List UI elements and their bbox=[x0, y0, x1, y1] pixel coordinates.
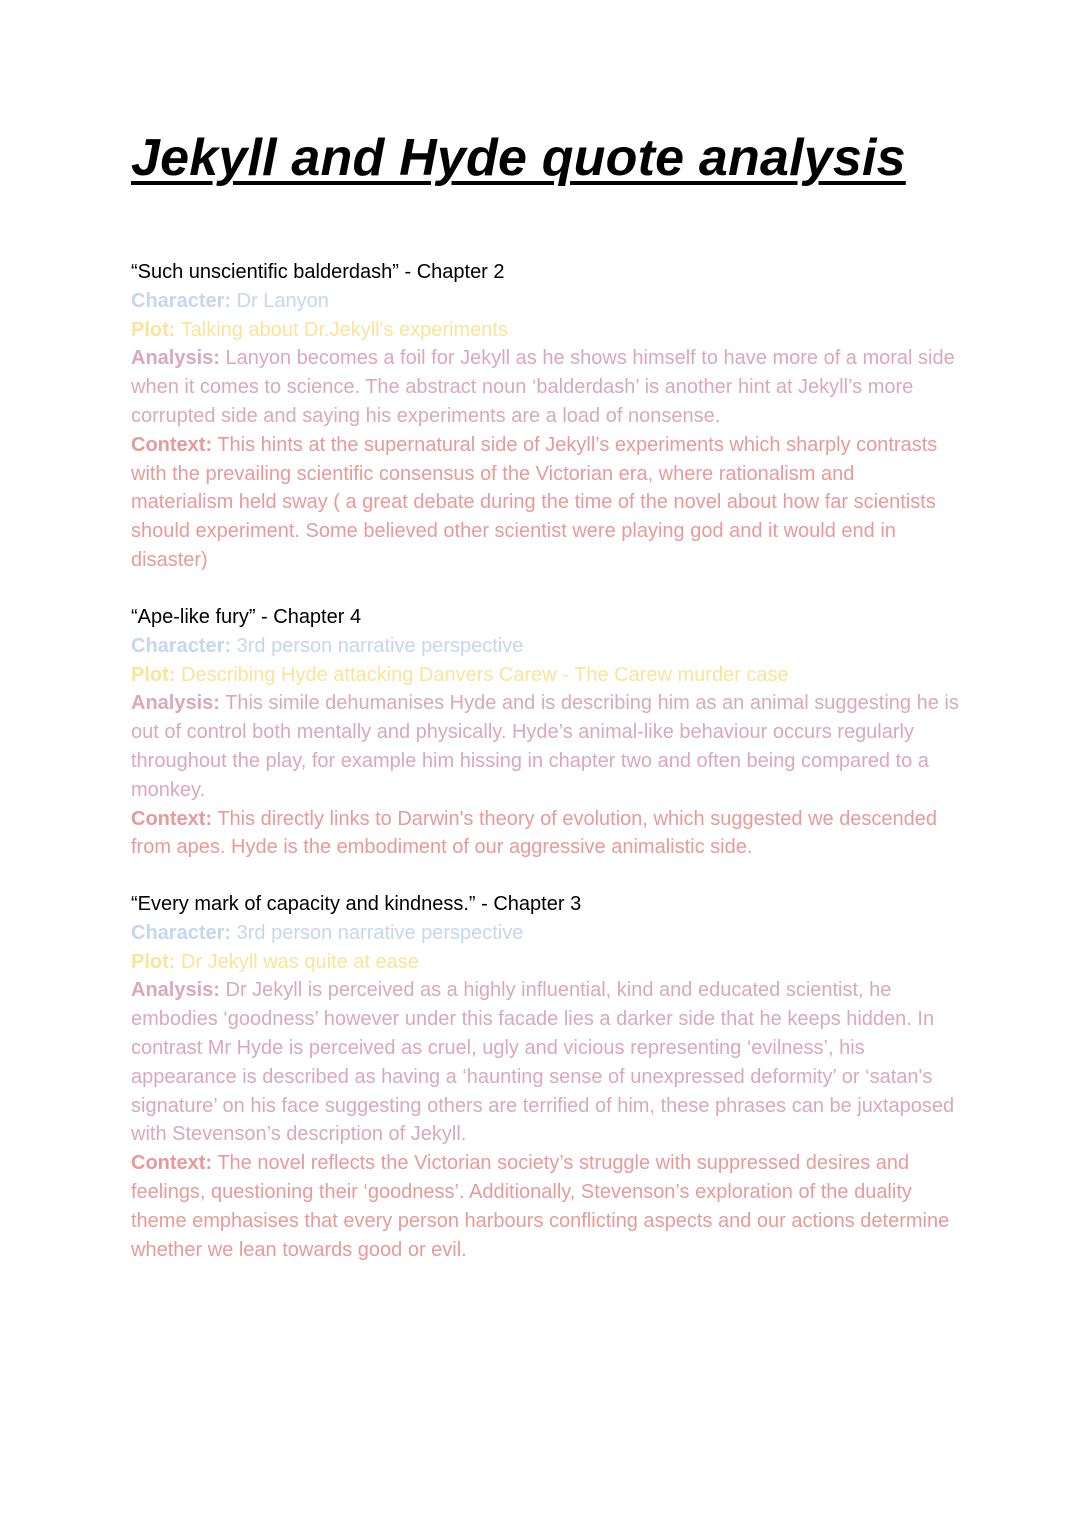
context-text: This hints at the supernatural side of Jekyll’s experiments which sharply contrasts with the prevailing scientific consensus of the Victorian era, where rationalism and materialism held sway ( a great debate during the time of the novel about how far scientists should experiment. Some believed other scientist were playing god and it would end in disaster) bbox=[131, 433, 938, 571]
analysis-paragraph bbox=[131, 344, 961, 430]
quote-heading: “Every mark of capacity and kindness.” - Chapter 3 bbox=[131, 893, 582, 915]
analysis-text: This simile dehumanises Hyde and is describing him as an animal suggesting he is out of control both mentally and physically. Hyde’s animal-like behaviour occurs regularly throughout the play, for example him hissing in chapter two and often being compared to a monkey. bbox=[131, 692, 959, 801]
quote-heading: “Such unscientific balderdash” - Chapter 2 bbox=[131, 261, 505, 283]
page-title: Jekyll and Hyde quote analysis bbox=[131, 129, 906, 187]
context-text: The novel reflects the Victorian society’s struggle with suppressed desires and feelings, questioning their ‘goodness’. Additionally, Stevenson’s exploration of the duality theme emphasises that every person harbours conflicting aspects and our actions determine whether we lean towards good or evil. bbox=[131, 1152, 950, 1261]
analysis-paragraph bbox=[131, 976, 961, 1149]
plot-value: Describing Hyde attacking Danvers Carew - The Carew murder case bbox=[181, 663, 789, 686]
quote-entry-3 bbox=[131, 890, 961, 1264]
character-label: Character: bbox=[131, 289, 232, 312]
context-paragraph bbox=[131, 1149, 961, 1264]
quote-entry-1 bbox=[131, 258, 961, 575]
character-label: Character: bbox=[131, 634, 232, 657]
plot-value: Talking about Dr.Jekyll's experiments bbox=[180, 318, 508, 341]
plot-line bbox=[131, 948, 961, 977]
plot-label: Plot: bbox=[131, 663, 176, 686]
context-paragraph bbox=[131, 431, 961, 575]
plot-value: Dr Jekyll was quite at ease bbox=[181, 950, 419, 973]
character-value: 3rd person narrative perspective bbox=[236, 634, 524, 657]
analysis-paragraph bbox=[131, 689, 961, 804]
analysis-text: Dr Jekyll is perceived as a highly influential, kind and educated scientist, he embodies ‘goodness’ however under this facade lies a darker side that he keeps hidden. In contrast Mr Hyde is perceived as cruel, ugly and vicious representing ‘evilness’, his appearance is described as having a ‘haunting sense of unexpressed deformity’ or ‘satan's signature’ on his face suggesting others are terrified of him, these phrases can be juxtaposed with Stevenson’s description of Jekyll. bbox=[131, 979, 955, 1146]
plot-line bbox=[131, 661, 961, 690]
context-paragraph bbox=[131, 805, 961, 863]
character-value: Dr Lanyon bbox=[236, 289, 329, 312]
context-label: Context: bbox=[131, 1152, 213, 1175]
analysis-text: Lanyon becomes a foil for Jekyll as he shows himself to have more of a moral side when it comes to science. The abstract noun ‘balderdash’ is another hint at Jekyll’s more corrupted side and saying his experiments are a load of nonsense. bbox=[131, 347, 955, 427]
analysis-label: Analysis: bbox=[131, 979, 220, 1002]
character-line bbox=[131, 287, 961, 316]
character-line bbox=[131, 632, 961, 661]
character-value: 3rd person narrative perspective bbox=[236, 921, 524, 944]
plot-label: Plot: bbox=[131, 318, 176, 341]
context-text: This directly links to Darwin's theory of evolution, which suggested we descended from apes. Hyde is the embodiment of our aggressive animalistic side. bbox=[131, 807, 938, 859]
plot-label: Plot: bbox=[131, 950, 176, 973]
context-label: Context: bbox=[131, 433, 213, 456]
analysis-label: Analysis: bbox=[131, 692, 220, 715]
quote-entry-2 bbox=[131, 603, 961, 862]
character-line bbox=[131, 919, 961, 948]
character-label: Character: bbox=[131, 921, 232, 944]
analysis-label: Analysis: bbox=[131, 347, 220, 370]
plot-line bbox=[131, 316, 961, 345]
quote-heading: “Ape-like fury” - Chapter 4 bbox=[131, 606, 362, 628]
context-label: Context: bbox=[131, 807, 213, 830]
